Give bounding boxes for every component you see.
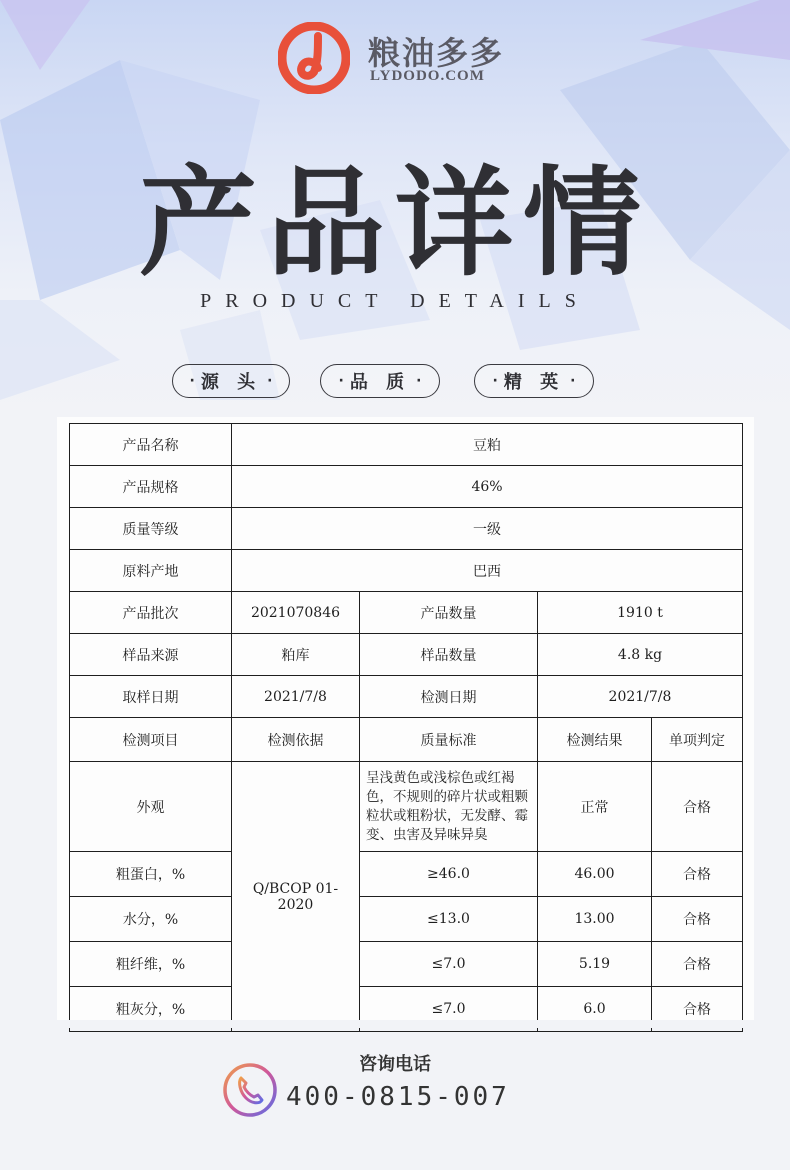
test-verdict: 合格	[652, 852, 743, 897]
field-label: 产品规格	[70, 466, 232, 508]
field-value: 4.8 kg	[538, 634, 743, 676]
field-label: 检测日期	[360, 676, 538, 718]
field-label: 质量等级	[70, 508, 232, 550]
document-cutoff	[0, 1020, 790, 1028]
field-value: 46%	[232, 466, 743, 508]
test-item: 水分，%	[70, 897, 232, 942]
field-value: 粕库	[232, 634, 360, 676]
table-row	[70, 466, 743, 508]
test-item: 粗灰分，%	[70, 987, 232, 1032]
table-header-row	[70, 718, 743, 762]
tag-elite: · 精 英 ·	[474, 364, 594, 398]
field-label: 原料产地	[70, 550, 232, 592]
column-header: 检测项目	[70, 718, 232, 762]
phone-icon[interactable]	[222, 1062, 278, 1118]
field-label: 样品数量	[360, 634, 538, 676]
field-value: 巴西	[232, 550, 743, 592]
page-subtitle: PRODUCT DETAILS	[200, 290, 590, 312]
field-value: 2021/7/8	[538, 676, 743, 718]
test-standard: ≤7.0	[360, 987, 538, 1032]
field-value: 1910 t	[538, 592, 743, 634]
column-header: 质量标准	[360, 718, 538, 762]
table-row	[70, 897, 743, 942]
test-verdict: 合格	[652, 987, 743, 1032]
inspection-report	[57, 417, 754, 1025]
test-result: 正常	[538, 762, 652, 852]
field-label: 产品数量	[360, 592, 538, 634]
test-result: 13.00	[538, 897, 652, 942]
table-row	[70, 592, 743, 634]
table-row	[70, 676, 743, 718]
tag-source: · 源 头 ·	[172, 364, 290, 398]
brand-logo-icon	[278, 22, 350, 94]
column-header: 检测结果	[538, 718, 652, 762]
field-value: 2021/7/8	[232, 676, 360, 718]
test-result: 5.19	[538, 942, 652, 987]
test-standard: ≤13.0	[360, 897, 538, 942]
test-item: 粗纤维，%	[70, 942, 232, 987]
field-label: 样品来源	[70, 634, 232, 676]
field-label: 产品名称	[70, 424, 232, 466]
column-header: 单项判定	[652, 718, 743, 762]
contact-title: 咨询电话	[359, 1054, 431, 1075]
test-item: 外观	[70, 762, 232, 852]
table-row	[70, 550, 743, 592]
table-row	[70, 634, 743, 676]
report-table	[69, 423, 743, 1032]
test-item: 粗蛋白，%	[70, 852, 232, 897]
table-row	[70, 942, 743, 987]
feature-tags	[0, 364, 790, 400]
test-standard: 呈浅黄色或浅棕色或红褐色，不规则的碎片状或粗颗粒状或粗粉状，无发酵、霉变、虫害及异味异臭	[360, 762, 538, 852]
table-row	[70, 852, 743, 897]
test-basis: Q/BCOP 01-2020	[232, 762, 360, 1032]
field-label: 产品批次	[70, 592, 232, 634]
table-row	[70, 508, 743, 550]
test-standard: ≥46.0	[360, 852, 538, 897]
test-verdict: 合格	[652, 762, 743, 852]
page-title: 产品详情	[138, 154, 651, 292]
test-verdict: 合格	[652, 897, 743, 942]
test-verdict: 合格	[652, 942, 743, 987]
table-row	[70, 762, 743, 852]
brand-name: 粮油多多	[368, 34, 505, 72]
column-header: 检测依据	[232, 718, 360, 762]
field-label: 取样日期	[70, 676, 232, 718]
field-value: 2021070846	[232, 592, 360, 634]
test-result: 46.00	[538, 852, 652, 897]
brand-domain: LYDODO.COM	[370, 68, 485, 84]
brand-logo	[278, 22, 518, 92]
contact-phone[interactable]: 400-0815-007	[286, 1082, 510, 1112]
test-standard: ≤7.0	[360, 942, 538, 987]
tag-quality: · 品 质 ·	[320, 364, 440, 398]
field-value: 一级	[232, 508, 743, 550]
field-value: 豆粕	[232, 424, 743, 466]
test-result: 6.0	[538, 987, 652, 1032]
table-row	[70, 424, 743, 466]
